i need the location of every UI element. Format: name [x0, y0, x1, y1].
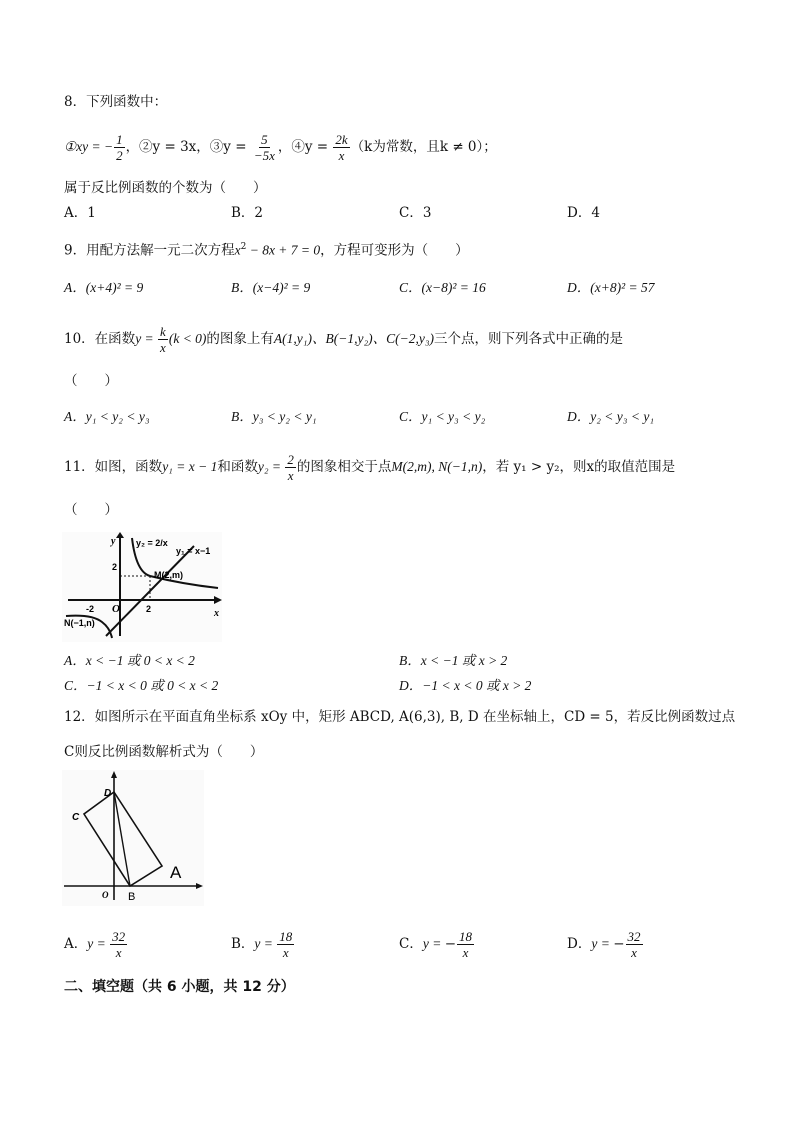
q9-option-b[interactable]: B．(x−4)² = 9 [231, 280, 311, 295]
q12-option-a[interactable]: A．y = $\frac{32}{x}$ [64, 929, 126, 960]
q11-option-a[interactable]: A．x < −1 或 0 < x < 2 [64, 653, 195, 668]
q8-f4-lhs: ，④y = [277, 139, 333, 155]
q8-f2: ，②y = 3x，③y = [125, 139, 251, 155]
q9-stem-post: ，方程可变形为（ ） [320, 242, 469, 259]
q11-tick-2x: 2 [146, 604, 152, 614]
q9-eq-exp: 2 [240, 242, 247, 252]
q8-items-line [64, 132, 497, 163]
q12-option-b-frac: $\frac{18}{x}$ [279, 929, 293, 960]
q9-stem-pre: 9．用配方法解一元二次方程 [64, 242, 235, 259]
q10-option-d[interactable]: D．y₂ < y₃ < y₁ [567, 409, 655, 424]
q11-points: M(2,m), N(−1,n) [391, 459, 483, 474]
q10-y-eq: y = [135, 331, 158, 346]
q8-option-d[interactable]: D．4 [567, 205, 600, 221]
q9-eq-var: x [234, 242, 241, 258]
q11-f2-lhs: y₂ = [257, 459, 285, 474]
q12-label-o: O [102, 890, 109, 900]
q11-option-d[interactable]: D．−1 < x < 0 或 x > 2 [399, 678, 532, 693]
q11-stem-post: ，若 y₁ > y₂，则x的取值范围是 [482, 459, 676, 475]
q12-stem: 12．如图所示在平面直角坐标系 xOy 中，矩形 ABCD, A(6,3), B, D 在坐标轴上，CD = 5，若反比例函数过点 [64, 709, 736, 725]
q11-line-label: y₁ = x−1 [176, 546, 211, 556]
q11-tick-neg2: -2 [86, 604, 95, 614]
q10-stem-mid: 的图象上有 [206, 331, 274, 347]
q10-points: A(1,y₁)、B(−1,y₂)、C(−2,y₃) [273, 331, 435, 346]
q11-figure [62, 532, 222, 642]
q12-option-a-frac: $\frac{32}{x}$ [112, 929, 126, 960]
section-2-title: 二、填空题（共 6 小题，共 12 分） [64, 979, 295, 995]
q12-option-c-frac: $\frac{18}{x}$ [459, 929, 473, 960]
q11-stem-mid: 的图象相交于点 [296, 459, 392, 475]
q12-option-c[interactable]: C．y = − $\frac{18}{x}$ [399, 929, 473, 960]
q9-option-c[interactable]: C．(x−8)² = 16 [399, 280, 486, 295]
q11-blank: （ ） [64, 502, 118, 518]
q12-figure [62, 770, 204, 906]
q8-stem: 8．下列函数中： [64, 94, 168, 110]
q9-option-d[interactable]: D．(x+8)² = 57 [567, 280, 655, 295]
q8-f3-frac: $\frac{5}{-5x}$ [253, 132, 275, 163]
q11-stem-pre: 11．如图，函数 [64, 459, 163, 475]
q8-f4-tail: （k为常数，且k ≠ 0）； [350, 139, 497, 155]
q8-option-a[interactable]: A．1 [64, 205, 96, 221]
q11-curve-label: y₂ = 2/x [136, 538, 168, 548]
q8-option-b[interactable]: B．2 [231, 205, 264, 221]
q9-eq-rest: − 8x + 7 = 0 [246, 242, 321, 258]
q11-f2-frac: $\frac{2}{x}$ [287, 452, 294, 483]
q11-stem [64, 452, 675, 483]
q10-stem [64, 324, 623, 355]
q12-option-b[interactable]: B．y = $\frac{18}{x}$ [231, 929, 293, 960]
q11-option-c[interactable]: C．−1 < x < 0 或 0 < x < 2 [64, 678, 219, 693]
q11-f1: y₁ = x − 1 [162, 459, 218, 474]
q11-x-label: x [214, 608, 219, 619]
q10-option-b[interactable]: B．y₃ < y₂ < y₁ [231, 409, 317, 424]
q12-label-a: A [170, 863, 182, 882]
q8-option-c[interactable]: C．3 [399, 205, 432, 221]
q8-ask: 属于反比例函数的个数为（ ） [64, 180, 267, 196]
q10-cond: (k < 0) [168, 331, 207, 346]
q12-option-d[interactable]: D．y = − $\frac{32}{x}$ [567, 929, 641, 960]
q10-blank: （ ） [64, 373, 118, 389]
q11-option-b[interactable]: B．x < −1 或 x > 2 [399, 653, 508, 668]
q8-f1-frac: $\frac{1}{2}$ [116, 132, 123, 163]
q12-label-c: C [72, 812, 80, 823]
q11-m-label: M(2,m) [154, 570, 183, 580]
q10-option-a[interactable]: A．y₁ < y₂ < y₃ [64, 409, 150, 424]
q8-f4-frac: $\frac{2k}{x}$ [335, 132, 348, 163]
q10-k-frac: $\frac{k}{x}$ [160, 324, 166, 355]
q11-and: 和函数 [217, 459, 258, 475]
q11-y-label: y [111, 536, 116, 547]
q11-tick-2y: 2 [112, 562, 118, 572]
q12-option-d-frac: $\frac{32}{x}$ [627, 929, 641, 960]
q12-stem2: C则反比例函数解析式为（ ） [64, 744, 264, 760]
q10-stem-pre: 10．在函数 [64, 331, 136, 347]
q10-stem-post: 三个点，则下列各式中正确的是 [434, 331, 624, 347]
q12-label-d: D [104, 788, 112, 799]
q9-option-a[interactable]: A．(x+4)² = 9 [64, 280, 144, 295]
q9-stem [64, 237, 469, 261]
q11-n-label: N(−1,n) [64, 618, 95, 628]
q12-label-b: B [128, 891, 136, 903]
q8-f1-lhs: ①xy = − [64, 139, 114, 154]
q10-option-c[interactable]: C．y₁ < y₃ < y₂ [399, 409, 486, 424]
q11-origin-label: O [112, 603, 120, 615]
